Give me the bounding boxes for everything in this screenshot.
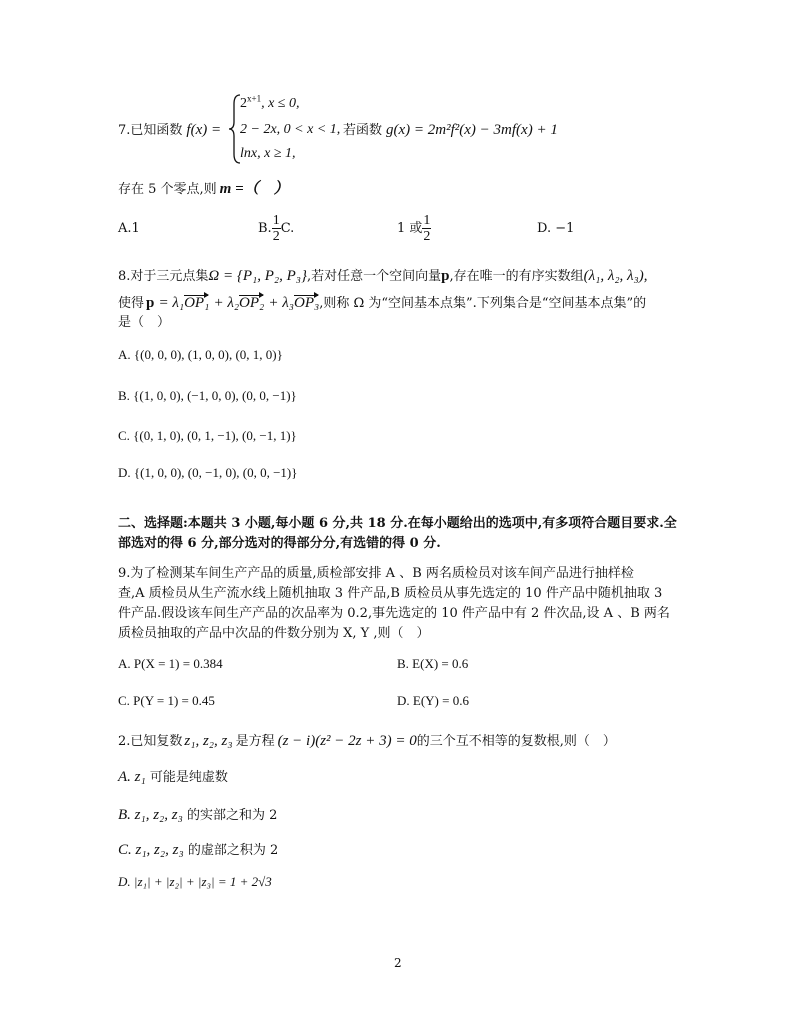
q8-stem-line3: 是（ ） <box>118 315 171 330</box>
q10-option-b: B. z₁, z₂, z₃ 的实部之和为 2 <box>118 807 278 823</box>
q10-option-d: D. |z₁| + |z₂| + |z₃| = 1 + 2√3 <box>118 874 272 889</box>
section-2-heading-line1: 二、选择题:本题共 3 小题,每小题 6 分,共 18 分.在每小题给出的选项中,有多项符合题目要求.全 <box>118 516 677 531</box>
vector-op3: OP₃ <box>294 295 320 311</box>
q7-case-2: 2 − 2x, 0 < x < 1, <box>240 122 341 137</box>
q9-stem-line4: 质检员抽取的产品中次品的件数分别为 X, Y ,则（ ） <box>118 626 430 641</box>
q9-stem-line2: 查,A 质检员从生产流水线上随机抽取 3 件产品,B 质检员从事先选定的 10 件产品中随机抽取 3 <box>118 586 663 601</box>
q7-case-3: lnx, x ≥ 1, <box>240 146 296 161</box>
q9-option-d: D. E(Y) = 0.6 <box>397 693 469 708</box>
q10-option-c: C. z₁, z₂, z₃ 的虚部之积为 2 <box>118 842 279 858</box>
q10-stem: 2.已知复数 z₁, z₂, z₃ 是方程 (z − i)(z² − 2z + 3) = 0的三个互不相等的复数根,则（ ） <box>118 733 616 749</box>
q9-option-b: B. E(X) = 0.6 <box>397 656 469 671</box>
q7-stem-line1: 7.已知函数 f(x) = <box>118 122 222 138</box>
vector-op1: OP₁ <box>184 295 210 311</box>
q7-stem-line2: 存在 5 个零点,则 m =（ ） <box>118 181 289 197</box>
q7-stem-g: 若函数 g(x) = 2m²f²(x) − 3mf(x) + 1 <box>343 122 558 138</box>
q7-option-a: A.1 <box>118 221 140 236</box>
q8-stem-line2: 使得 p = λ₁OP₁ + λ₂OP₂ + λ₃OP₃,则称 Ω 为“空间基本点集”.下列集合是“空间基本点集”的 <box>118 295 647 311</box>
q9-option-a: A. P(X = 1) = 0.384 <box>118 656 223 671</box>
q9-option-c: C. P(Y = 1) = 0.45 <box>118 693 215 708</box>
q7-case-1: $2^{x+1}$, x ≤ 0, <box>240 93 300 111</box>
page-number: 2 <box>394 956 402 970</box>
q7-option-b: B. $\frac{1}{2}$ C. <box>258 213 295 244</box>
q8-option-b: B. {(1, 0, 0), (−1, 0, 0), (0, 0, −1)} <box>118 388 297 403</box>
q7-option-c: 1 或 $\frac{1}{2}$ <box>397 213 431 244</box>
q7-option-d: D. −1 <box>537 221 575 236</box>
q10-option-a: A. z₁ 可能是纯虚数 <box>118 769 228 785</box>
q8-stem-line1: 8.对于三元点集Ω = {P₁, P₂, P₃},若对任意一个空间向量p,存在唯一的有序实数组(λ₁, λ₂, λ₃), <box>118 268 648 284</box>
section-2-heading-line2: 部选对的得 6 分,部分选对的得部分分,有选错的得 0 分. <box>118 536 441 551</box>
q8-option-c: C. {(0, 1, 0), (0, 1, −1), (0, −1, 1)} <box>118 428 297 443</box>
q9-stem-line3: 件产品.假设该车间生产产品的次品率为 0.2,事先选定的 10 件产品中有 2 件次品,设 A 、B 两名 <box>118 606 670 621</box>
q8-option-d: D. {(1, 0, 0), (0, −1, 0), (0, 0, −1)} <box>118 465 298 480</box>
q9-stem-line1: 9.为了检测某车间生产产品的质量,质检部安排 A 、B 两名质检员对该车间产品进行抽样检 <box>118 566 634 581</box>
q8-option-a: A. {(0, 0, 0), (1, 0, 0), (0, 1, 0)} <box>118 347 283 362</box>
vector-op2: OP₂ <box>239 295 265 311</box>
